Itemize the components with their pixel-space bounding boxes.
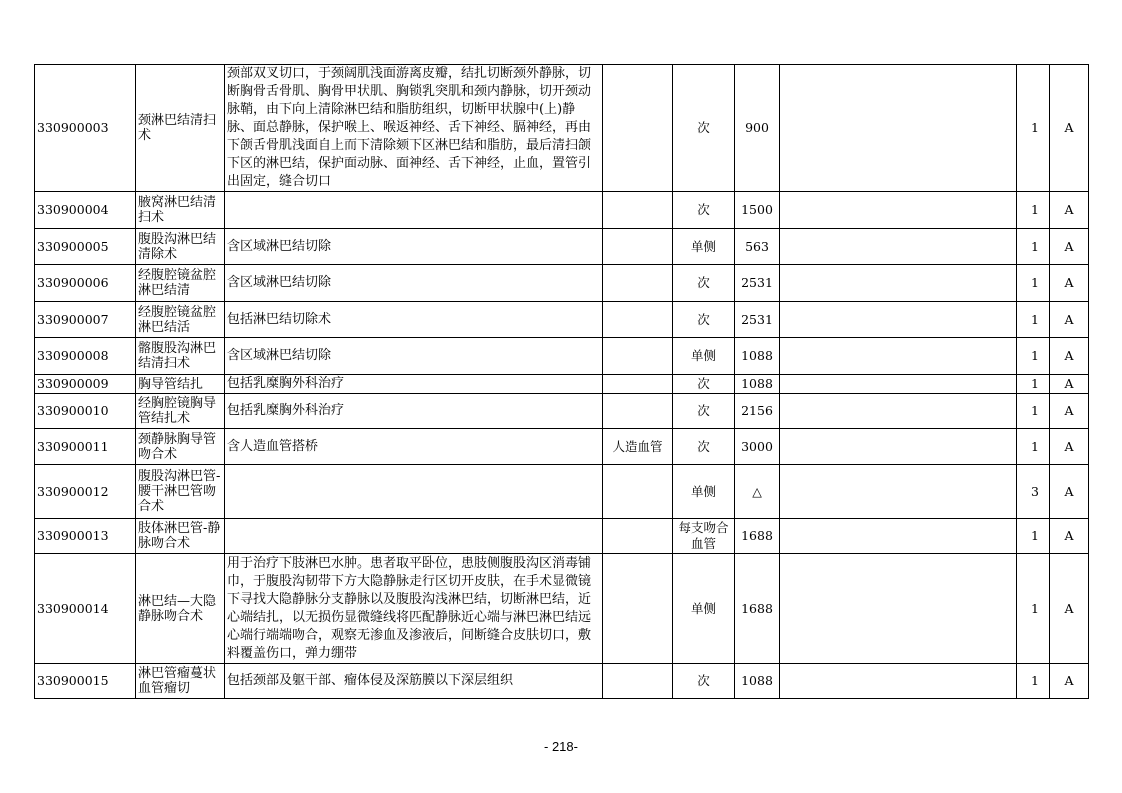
table-cell-excluded <box>603 664 673 699</box>
table-cell-price: 1688 <box>735 554 780 664</box>
table-cell-content: 包括颈部及躯干部、瘤体侵及深筋膜以下深层组织 <box>225 664 603 699</box>
table-cell-price: 1088 <box>735 664 780 699</box>
table-cell-unit: 每支吻合血管 <box>673 519 735 554</box>
table-cell-code: 330900003 <box>35 65 136 192</box>
table-cell-note <box>780 192 1017 229</box>
table-cell-name: 颈静脉胸导管吻合术 <box>136 429 225 465</box>
table-cell-name: 胸导管结扎 <box>136 375 225 394</box>
table-cell-level: 3 <box>1017 465 1050 519</box>
table-cell-excluded <box>603 65 673 192</box>
table-cell-class: A <box>1050 229 1089 265</box>
table-cell-class: A <box>1050 265 1089 302</box>
table-cell-name: 经腹腔镜盆腔淋巴结活 <box>136 302 225 338</box>
table-cell-content: 包括乳糜胸外科治疗 <box>225 394 603 429</box>
table-cell-class: A <box>1050 302 1089 338</box>
table-cell-content: 包括乳糜胸外科治疗 <box>225 375 603 394</box>
table-cell-class: A <box>1050 192 1089 229</box>
table-cell-class: A <box>1050 338 1089 375</box>
table-cell-price: 563 <box>735 229 780 265</box>
table-cell-name: 髂腹股沟淋巴结清扫术 <box>136 338 225 375</box>
table-cell-unit: 单侧 <box>673 465 735 519</box>
table-cell-content <box>225 465 603 519</box>
table-cell-note <box>780 465 1017 519</box>
table-cell-excluded <box>603 192 673 229</box>
table-cell-content: 含人造血管搭桥 <box>225 429 603 465</box>
table-cell-class: A <box>1050 554 1089 664</box>
table-cell-level: 1 <box>1017 265 1050 302</box>
table-cell-excluded <box>603 519 673 554</box>
table-cell-unit: 次 <box>673 192 735 229</box>
table-cell-price: 1088 <box>735 375 780 394</box>
table-cell-class: A <box>1050 375 1089 394</box>
table-cell-level: 1 <box>1017 229 1050 265</box>
table-cell-code: 330900009 <box>35 375 136 394</box>
table-cell-note <box>780 554 1017 664</box>
table-cell-level: 1 <box>1017 554 1050 664</box>
table-cell-unit: 单侧 <box>673 338 735 375</box>
table-cell-excluded <box>603 302 673 338</box>
table-row <box>35 519 1089 554</box>
table-cell-name: 腋窝淋巴结清扫术 <box>136 192 225 229</box>
table-cell-excluded: 人造血管 <box>603 429 673 465</box>
table-cell-code: 330900012 <box>35 465 136 519</box>
table-cell-code: 330900006 <box>35 265 136 302</box>
table-cell-name: 经腹腔镜盆腔淋巴结清 <box>136 265 225 302</box>
table-cell-price: 900 <box>735 65 780 192</box>
table-cell-name: 经胸腔镜胸导管结扎术 <box>136 394 225 429</box>
table-cell-class: A <box>1050 429 1089 465</box>
table-row <box>35 229 1089 265</box>
table-cell-unit: 次 <box>673 302 735 338</box>
table-cell-excluded <box>603 229 673 265</box>
table-cell-note <box>780 302 1017 338</box>
table-cell-excluded <box>603 465 673 519</box>
table-cell-excluded <box>603 394 673 429</box>
table-cell-excluded <box>603 265 673 302</box>
table-cell-note <box>780 265 1017 302</box>
table-cell-code: 330900004 <box>35 192 136 229</box>
table-cell-name: 淋巴管瘤蔓状血管瘤切 <box>136 664 225 699</box>
table-cell-code: 330900011 <box>35 429 136 465</box>
table-cell-price: 2531 <box>735 302 780 338</box>
table-cell-code: 330900007 <box>35 302 136 338</box>
page-number: - 218- <box>544 739 578 754</box>
table-cell-name: 腹股沟淋巴结清除术 <box>136 229 225 265</box>
table-cell-note <box>780 429 1017 465</box>
table-cell-unit: 单侧 <box>673 554 735 664</box>
table-cell-content: 用于治疗下肢淋巴水肿。患者取平卧位，患肢侧腹股沟区消毒铺巾，于腹股沟韧带下方大隐静脉走行区切开皮肤，在手术显微镜下寻找大隐静脉分支静脉以及腹股沟浅淋巴结，切断淋巴结，近心端结扎，以无损伤显微缝线将匹配静脉近心端与淋巴淋巴结远心端行端端吻合，观察无渗血及渗液后，间断缝合皮肤切口，敷料覆盖伤口，弹力绷带 <box>225 554 603 664</box>
table-cell-note <box>780 375 1017 394</box>
table-cell-level: 1 <box>1017 664 1050 699</box>
table-cell-note <box>780 229 1017 265</box>
table-row <box>35 265 1089 302</box>
table-cell-content: 包括淋巴结切除术 <box>225 302 603 338</box>
table-cell-code: 330900005 <box>35 229 136 265</box>
table-row <box>35 465 1089 519</box>
table-cell-content: 颈部双叉切口，于颈阔肌浅面游离皮瓣，结扎切断颈外静脉，切断胸骨舌骨肌、胸骨甲状肌、胸锁乳突肌和颈内静脉，切开颈动脉鞘，由下向上清除淋巴结和脂肪组织，切断甲状腺中(上)静脉、面总静脉，保护喉上、喉返神经、舌下神经、膈神经，再由下颌舌骨肌浅面自上而下清除颏下区淋巴结和脂肪，最后清扫颌下区的淋巴结，保护面动脉、面神经、舌下神经，止血，置管引出固定，缝合切口 <box>225 65 603 192</box>
table-cell-level: 1 <box>1017 65 1050 192</box>
table-cell-note <box>780 664 1017 699</box>
table-cell-content: 含区域淋巴结切除 <box>225 338 603 375</box>
table-cell-price: △ <box>735 465 780 519</box>
table-cell-unit: 单侧 <box>673 229 735 265</box>
table-cell-level: 1 <box>1017 338 1050 375</box>
table-cell-price: 3000 <box>735 429 780 465</box>
table-cell-content: 含区域淋巴结切除 <box>225 229 603 265</box>
table-cell-price: 2531 <box>735 265 780 302</box>
table-cell-excluded <box>603 554 673 664</box>
table-cell-excluded <box>603 338 673 375</box>
table-cell-name: 肢体淋巴管-静脉吻合术 <box>136 519 225 554</box>
table-cell-content <box>225 519 603 554</box>
table-cell-level: 1 <box>1017 519 1050 554</box>
table-cell-code: 330900015 <box>35 664 136 699</box>
table-cell-excluded <box>603 375 673 394</box>
table-row <box>35 394 1089 429</box>
table-cell-class: A <box>1050 664 1089 699</box>
table-cell-price: 2156 <box>735 394 780 429</box>
table-row <box>35 429 1089 465</box>
table-cell-class: A <box>1050 65 1089 192</box>
table-cell-note <box>780 394 1017 429</box>
table-cell-note <box>780 519 1017 554</box>
table-cell-name: 颈淋巴结清扫术 <box>136 65 225 192</box>
table-cell-content: 含区域淋巴结切除 <box>225 265 603 302</box>
table-cell-content <box>225 192 603 229</box>
table-cell-price: 1500 <box>735 192 780 229</box>
table-cell-name: 淋巴结—大隐静脉吻合术 <box>136 554 225 664</box>
table-cell-price: 1688 <box>735 519 780 554</box>
table-row <box>35 554 1089 664</box>
table-row <box>35 302 1089 338</box>
table-cell-note <box>780 65 1017 192</box>
table-row <box>35 375 1089 394</box>
table-row <box>35 192 1089 229</box>
table-row <box>35 664 1089 699</box>
table-cell-unit: 次 <box>673 664 735 699</box>
table-cell-level: 1 <box>1017 375 1050 394</box>
fee-table <box>34 64 1089 699</box>
table-cell-level: 1 <box>1017 192 1050 229</box>
table-cell-class: A <box>1050 394 1089 429</box>
table-cell-level: 1 <box>1017 302 1050 338</box>
table-row <box>35 65 1089 192</box>
table-cell-code: 330900013 <box>35 519 136 554</box>
table-cell-level: 1 <box>1017 429 1050 465</box>
table-cell-class: A <box>1050 519 1089 554</box>
table-row <box>35 338 1089 375</box>
table-cell-unit: 次 <box>673 394 735 429</box>
table-cell-price: 1088 <box>735 338 780 375</box>
table-cell-name: 腹股沟淋巴管-腰干淋巴管吻合术 <box>136 465 225 519</box>
table-cell-code: 330900010 <box>35 394 136 429</box>
table-cell-unit: 次 <box>673 265 735 302</box>
table-cell-class: A <box>1050 465 1089 519</box>
table-cell-code: 330900008 <box>35 338 136 375</box>
table-cell-unit: 次 <box>673 65 735 192</box>
table-cell-code: 330900014 <box>35 554 136 664</box>
table-cell-unit: 次 <box>673 375 735 394</box>
table-cell-level: 1 <box>1017 394 1050 429</box>
table-cell-note <box>780 338 1017 375</box>
table-cell-unit: 次 <box>673 429 735 465</box>
